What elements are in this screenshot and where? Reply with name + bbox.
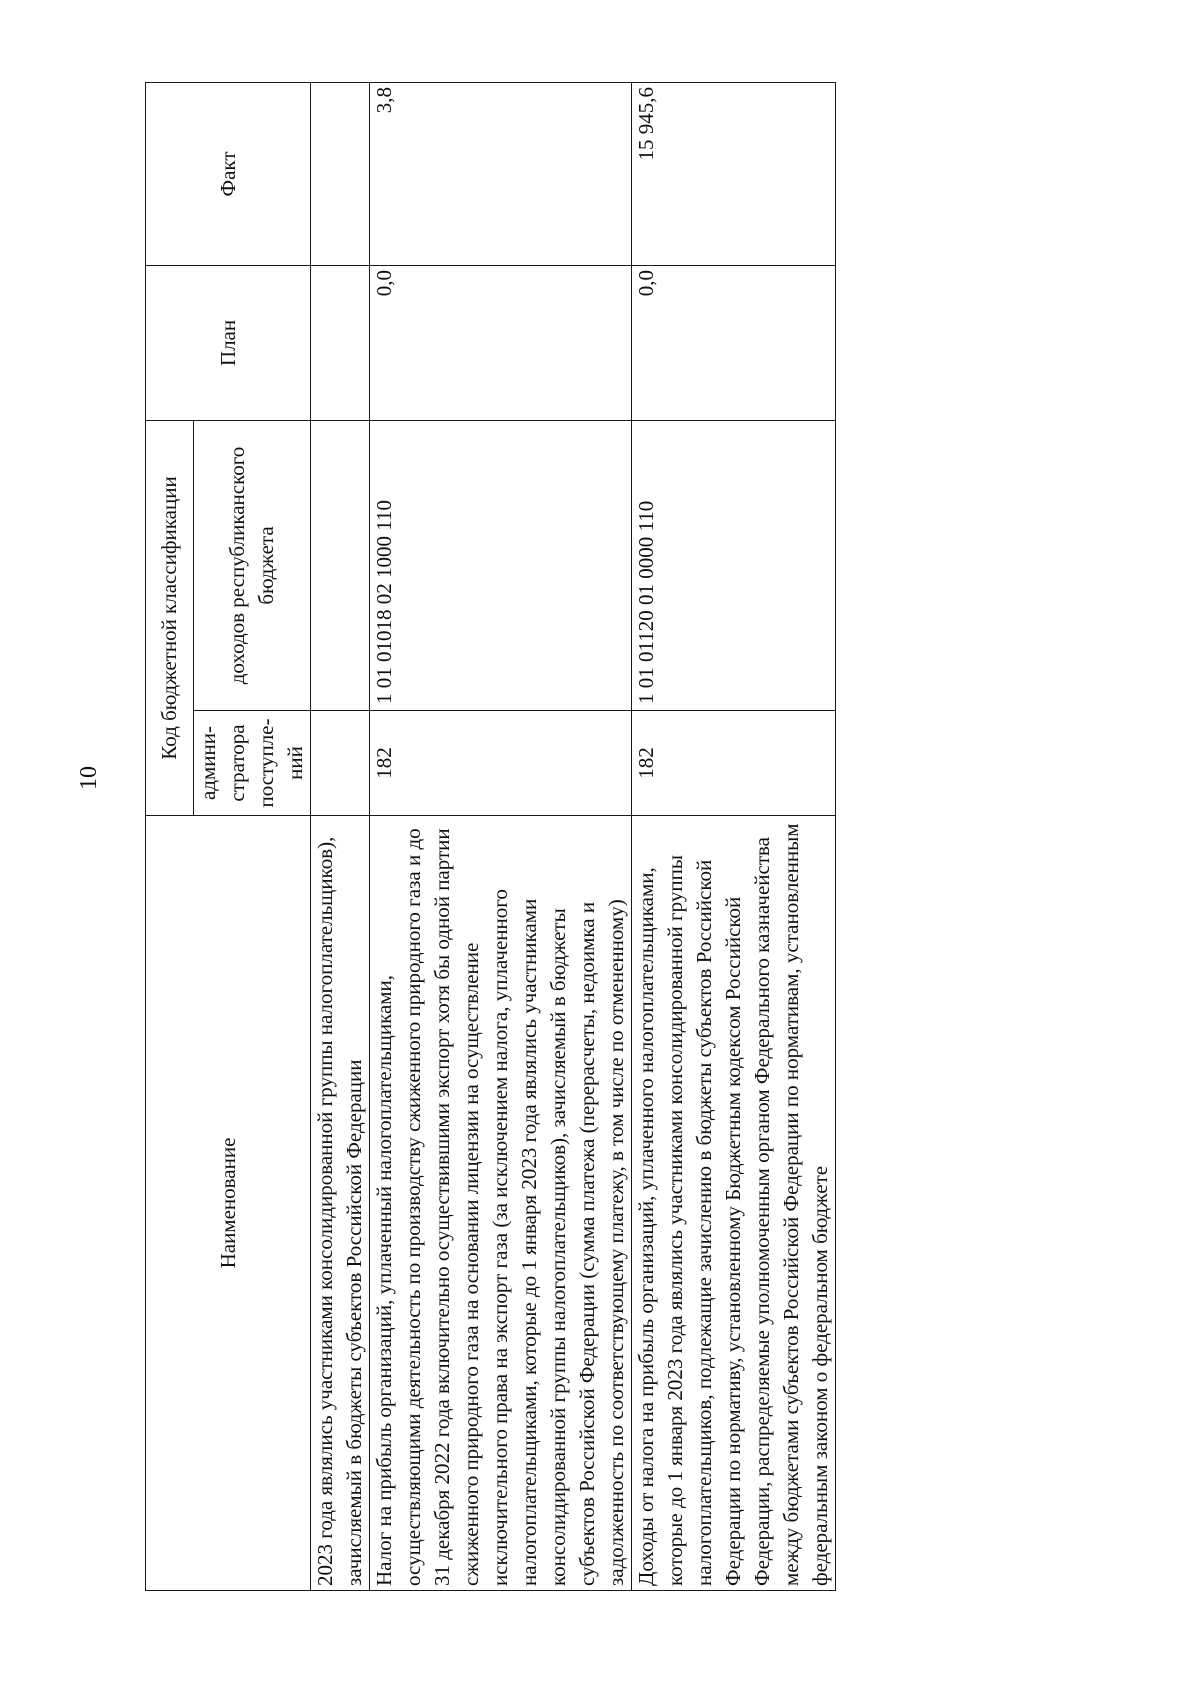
rotated-page-content	[145, 83, 1063, 1591]
table-row	[632, 82, 836, 1590]
header-plan: План	[146, 265, 311, 420]
header-name: Наименование	[146, 816, 311, 1591]
row-name: Налог на прибыль организаций, уплаченный налогоплательщиками, осуществляющими деятельность по производству сжиженного природного газа и до 31 декабря 2022 года включительно осуществившими экспорт хотя бы одной партии сжиженного природного газа на основании лицензии на осуществление исключительного права на экспорт газа (за исключением налога, уплаченного налогоплательщиками, которые до 1 января 2023 года являлись участниками консолидированной группы налогоплательщиков), зачисляемый в бюджеты субъектов Российской Федерации (сумма платежа (перерасчеты, недоимка и задолженность по соответствующему платежу, в том числе по отмененному)	[370, 816, 632, 1591]
header-code-group: Код бюджетной классификации	[146, 420, 194, 815]
header-administrator: админи-стратора поступле-ний	[194, 711, 311, 816]
row-code	[311, 420, 370, 710]
row-plan: 0,0	[370, 265, 632, 420]
row-plan	[311, 265, 370, 420]
header-fact: Факт	[146, 82, 311, 265]
page-number: 10	[76, 766, 102, 790]
table-row	[311, 82, 370, 1590]
row-administrator: 182	[632, 711, 836, 816]
row-fact: 3,8	[370, 82, 632, 265]
row-code: 1 01 01018 02 1000 110	[370, 420, 632, 710]
table-row	[370, 82, 632, 1590]
row-administrator: 182	[370, 711, 632, 816]
row-fact: 15 945,6	[632, 82, 836, 265]
row-administrator	[311, 711, 370, 816]
revenue-table	[145, 82, 836, 1591]
row-name: Доходы от налога на прибыль организаций, уплаченного налогоплательщиками, которые до 1 января 2023 года являлись участниками консолидированной группы налогоплательщиков, подлежащие зачислению в бюджеты субъектов Российской Федерации по нормативу, установленному Бюджетным кодексом Российской Федерации, распределяемые уполномоченным органом Федерального казначейства между бюджетами субъектов Российской Федерации по нормативам, установленным федеральным законом о федеральном бюджете	[632, 816, 836, 1591]
row-fact	[311, 82, 370, 265]
header-revenue: доходов республиканского бюджета	[194, 420, 311, 710]
row-name: 2023 года являлись участниками консолидированной группы налогоплательщиков), зачисляемый в бюджеты субъектов Российской Федерации	[311, 816, 370, 1591]
row-code: 1 01 01120 01 0000 110	[632, 420, 836, 710]
row-plan: 0,0	[632, 265, 836, 420]
